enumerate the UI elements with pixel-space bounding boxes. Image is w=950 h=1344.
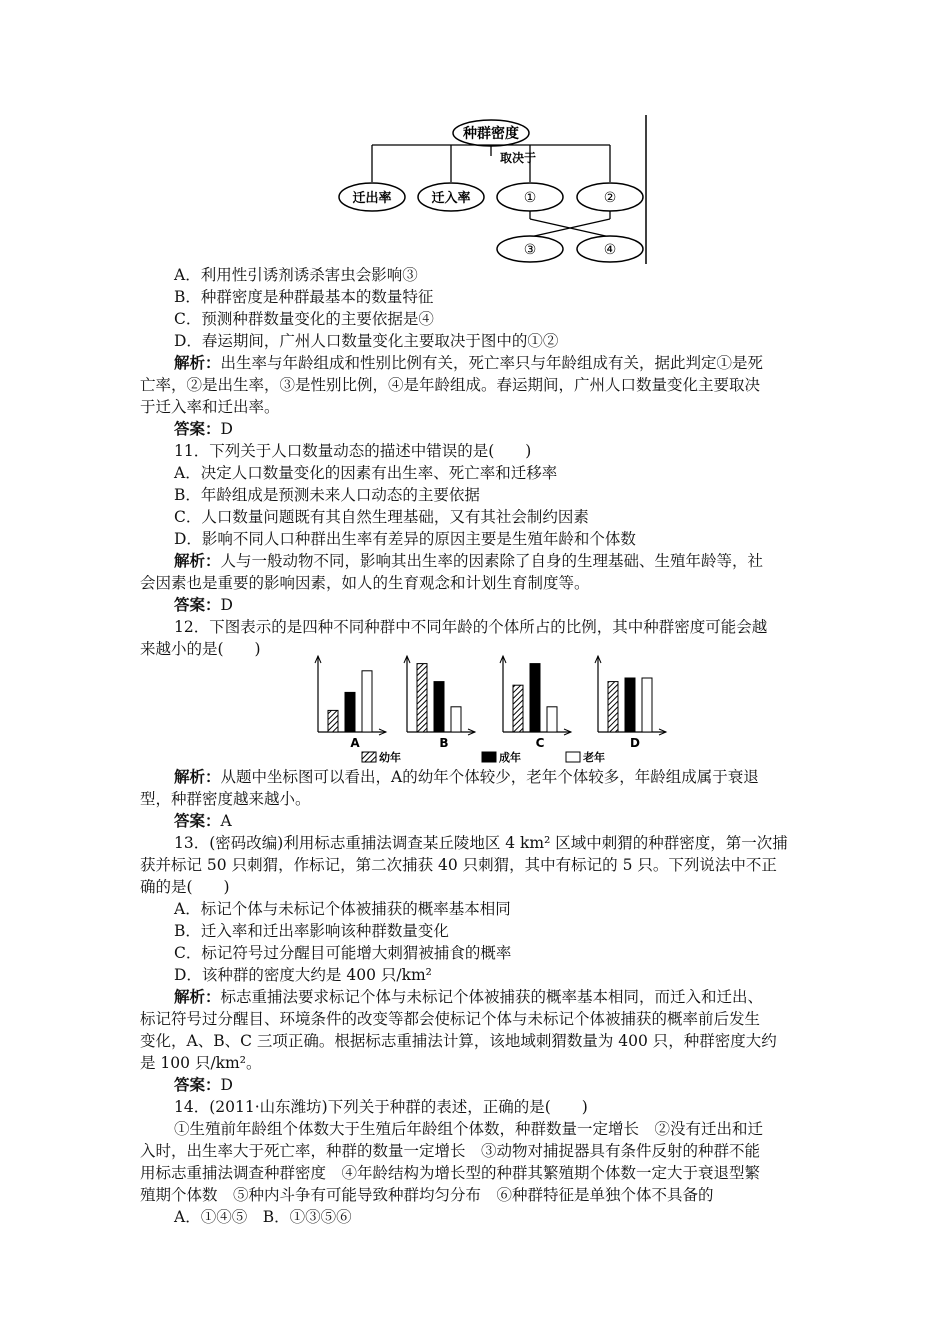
category-label-c: C <box>535 736 545 750</box>
q13-explanation-line2: 标记符号过分醒目、环境条件的改变等都会使标记个体与未标记个体被捕获的概率前后发生 <box>140 1010 761 1028</box>
q13-option-a: A．标记个体与未标记个体被捕获的概率基本相同 <box>174 900 511 918</box>
q13-explanation-line3: 变化，A、B、C 三项正确。根据标志重捕法计算，该地域刺猬数量为 400 只，种群密度大约 <box>140 1032 777 1050</box>
q10-option-d: D．春运期间，广州人口数量变化主要取决于图中的①② <box>174 332 559 350</box>
diagram-node-immigration: 迁入率 <box>431 191 471 206</box>
bar-b-juvenile <box>417 664 427 732</box>
q11-option-a: A．决定人口数量变化的因素有出生率、死亡率和迁移率 <box>174 464 558 482</box>
q11-option-c: C．人口数量问题既有其自然生理基础，又有其社会制约因素 <box>174 508 589 526</box>
diagram-sub: 取决于 <box>499 151 537 165</box>
population-density-diagram <box>330 112 660 267</box>
legend-swatch-old <box>566 752 580 762</box>
q12-stem-line1: 12．下图表示的是四种不同种群中不同年龄的个体所占的比例，其中种群密度可能会越 <box>174 618 768 636</box>
q10-explanation-line1 <box>174 352 812 374</box>
legend-label-juvenile: 幼年 <box>379 751 401 764</box>
q13-option-d: D．该种群的密度大约是 400 只/km² <box>174 966 432 984</box>
q13-stem-line3: 确的是( ) <box>140 878 230 896</box>
q11-explanation-text: 人与一般动物不同，影响其出生率的因素除了自身的生理基础、生殖年龄等，社 <box>220 552 764 570</box>
category-label-b: B <box>439 736 449 750</box>
q13-option-c: C．标记符号过分醒目可能增大刺猬被捕食的概率 <box>174 944 512 962</box>
category-label-a: A <box>350 736 360 750</box>
q10-answer-value: D <box>220 420 233 438</box>
q13-explanation-line4: 是 100 只/km²。 <box>140 1054 262 1072</box>
q14-statement-line3: 用标志重捕法调查种群密度 ④年龄结构为增长型的种群其繁殖期个体数一定大于衰退型繁 <box>140 1164 761 1182</box>
q10-option-c: C．预测种群数量变化的主要依据是④ <box>174 310 434 328</box>
q13-stem-line2: 获并标记 50 只刺猬，作标记，第二次捕获 40 只刺猬，其中有标记的 5 只。下列说法中不正 <box>140 856 777 874</box>
q13-answer-label: 答案： <box>174 1075 221 1094</box>
diagram-top: 种群密度 <box>463 126 519 142</box>
q11-stem: 11．下列关于人口数量动态的描述中错误的是( ) <box>174 442 532 460</box>
bar-b-adult <box>434 682 444 732</box>
bar-a-old <box>362 671 372 732</box>
q12-answer-label: 答案： <box>174 811 221 830</box>
q11-answer <box>174 594 812 616</box>
q10-explanation-line2: 亡率，②是出生率，③是性别比例，④是年龄组成。春运期间，广州人口数量变化主要取决 <box>140 376 761 394</box>
chart-legend <box>362 750 605 764</box>
legend-label-old: 老年 <box>583 751 605 764</box>
legend-swatch-adult <box>482 752 496 762</box>
q12-answer <box>174 810 812 832</box>
age-structure-chart <box>310 652 670 767</box>
bar-a-juvenile <box>328 710 338 732</box>
q10-explanation-text: 出生率与年龄组成和性别比例有关，死亡率只与年龄组成有关，据此判定①是死 <box>220 354 764 372</box>
q10-answer-label: 答案： <box>174 419 221 438</box>
bar-c-adult <box>530 664 540 732</box>
q13-explanation-text: 标志重捕法要求标记个体与未标记个体被捕获的概率基本相同，而迁入和迁出、 <box>220 988 764 1006</box>
q12-stem-line2: 来越小的是( ) <box>140 640 261 658</box>
bar-c-juvenile <box>513 685 523 732</box>
diagram-node-3: ③ <box>523 242 537 258</box>
q11-explanation-label: 解析： <box>174 551 221 570</box>
q11-explanation-line2: 会因素也是重要的影响因素，如人的生育观念和计划生育制度等。 <box>140 574 590 592</box>
q11-option-d: D．影响不同人口种群出生率有差异的原因主要是生殖年龄和个体数 <box>174 530 636 548</box>
bar-a-adult <box>345 692 355 732</box>
q13-stem-line1: 13．(密码改编)利用标志重捕法调查某丘陵地区 4 km² 区域中刺猬的种群密度，第一次捕 <box>174 834 788 852</box>
q11-option-b: B．年龄组成是预测未来人口动态的主要依据 <box>174 486 480 504</box>
q13-explanation-label: 解析： <box>174 987 221 1006</box>
q12-explanation-line2: 型，种群密度越来越小。 <box>140 790 311 808</box>
q10-explanation-line3: 于迁入率和迁出率。 <box>140 398 280 416</box>
q14-stem: 14．(2011·山东潍坊)下列关于种群的表述，正确的是( ) <box>174 1098 588 1116</box>
diagram-node-1: ① <box>523 190 537 206</box>
q11-explanation-line1 <box>174 550 812 572</box>
bar-d-old <box>642 678 652 732</box>
q14-statement-line1: ①生殖前年龄组个体数大于生殖后年龄组个体数，种群数量一定增长 ②没有迁出和迁 <box>174 1120 764 1138</box>
diagram-node-2: ② <box>603 190 617 206</box>
q12-answer-value: A <box>220 812 232 830</box>
q14-statement-line2: 入时，出生率大于死亡率，种群的数量一定增长 ③动物对捕捉器具有条件反射的种群不能 <box>140 1142 761 1160</box>
q12-explanation-line1 <box>174 766 812 788</box>
q10-option-a: A．利用性引诱剂诱杀害虫会影响③ <box>174 266 418 284</box>
diagram-node-emigration: 迁出率 <box>352 191 392 206</box>
bar-b-old <box>451 707 461 732</box>
q10-answer <box>174 418 812 440</box>
q12-explanation-label: 解析： <box>174 767 221 786</box>
q10-option-b: B．种群密度是种群最基本的数量特征 <box>174 288 434 306</box>
bar-d-juvenile <box>608 682 618 732</box>
q13-explanation-line1 <box>174 986 812 1008</box>
q12-explanation-text: 从题中坐标图可以看出，A的幼年个体较少，老年个体较多，年龄组成属于衰退 <box>220 768 759 786</box>
q14-statement-line4: 殖期个体数 ⑤种内斗争有可能导致种群均匀分布 ⑥种群特征是单独个体不具备的 <box>140 1186 714 1204</box>
q13-answer <box>174 1074 812 1096</box>
q11-answer-value: D <box>220 596 233 614</box>
q13-option-b: B．迁入率和迁出率影响该种群数量变化 <box>174 922 449 940</box>
diagram-node-4: ④ <box>603 242 617 258</box>
q11-answer-label: 答案： <box>174 595 221 614</box>
legend-label-adult: 成年 <box>499 751 521 764</box>
q10-explanation-label: 解析： <box>174 353 221 372</box>
q14-options: A．①④⑤ B．①③⑤⑥ <box>174 1208 352 1226</box>
category-label-d: D <box>630 736 640 750</box>
q13-answer-value: D <box>220 1076 233 1094</box>
legend-swatch-juvenile <box>362 752 376 762</box>
bar-c-old <box>547 707 557 732</box>
bar-d-adult <box>625 678 635 732</box>
